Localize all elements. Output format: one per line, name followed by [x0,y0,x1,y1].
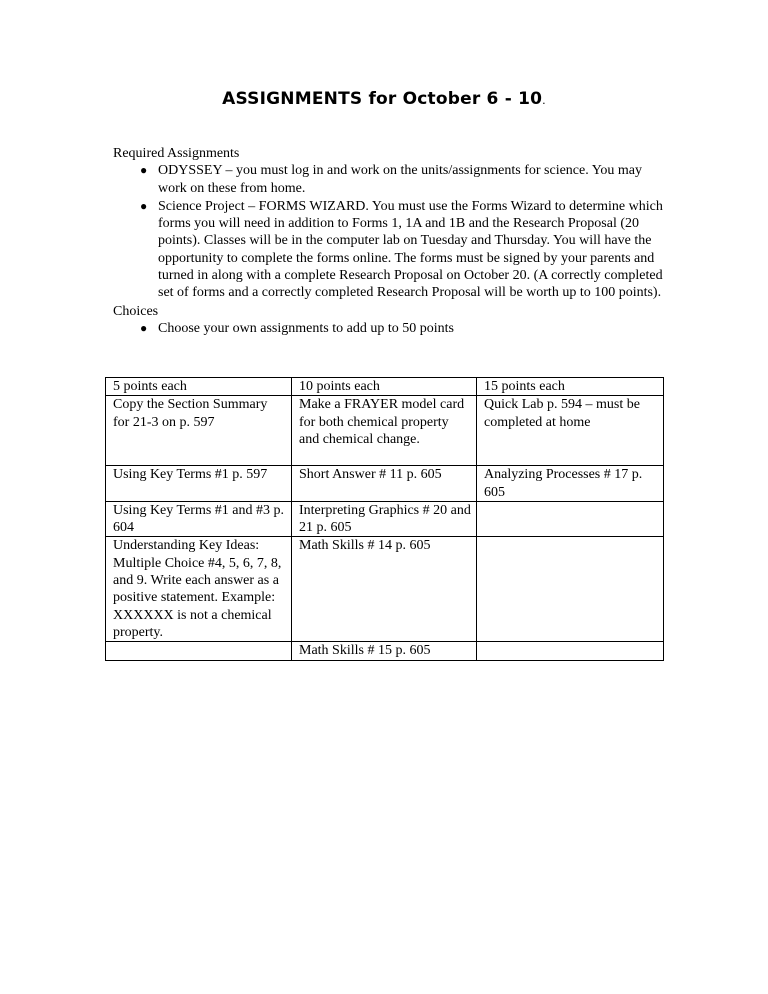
required-assignments-label: Required Assignments [113,146,240,161]
table-row [106,642,664,660]
bullet-icon: ● [140,320,148,335]
table-cell: Using Key Terms #1 and #3 p. 604 [106,501,292,537]
list-item [140,320,665,337]
table-cell [477,501,664,537]
list-item [140,162,665,197]
table-row [106,501,664,537]
choices-label: Choices [113,303,159,319]
title-trailing-dot: . [542,94,546,107]
table-cell: Quick Lab p. 594 – must be completed at home [477,396,664,466]
points-table [105,377,664,661]
table-header-row [106,378,664,396]
table-cell: Math Skills # 15 p. 605 [292,642,477,660]
table-cell: Copy the Section Summary for 21-3 on p. 597 [106,396,292,466]
table-cell: Make a FRAYER model card for both chemical property and chemical change. [292,396,477,466]
table-row [106,537,664,642]
choices-list [113,320,665,337]
table-cell: Understanding Key Ideas: Multiple Choice #4, 5, 6, 7, 8, and 9. Write each answer as a positive statement. Example: XXXXXX is not a chemical property. [106,537,292,642]
list-item-text: Choose your own assignments to add up to 50 points [158,320,454,336]
bullet-icon: ● [140,163,148,178]
table-cell: Analyzing Processes # 17 p. 605 [477,466,664,502]
table-cell: Math Skills # 14 p. 605 [292,537,477,642]
assignments-body [113,145,665,338]
table-row [106,396,664,466]
list-item-text: Science Project – FORMS WIZARD. You must use the Forms Wizard to determine which forms you will need in addition to Forms 1, 1A and 1B and the Research Proposal (20 points). Classes will be in the computer lab on Tuesday and Thursday. You will have the opportunity to complete the forms online. The forms must be signed by your parents and turned in along with a complete Research Proposal on October 20. (A correctly completed set of forms and a correctly completed Research Proposal will be worth up to 100 points). [158,198,663,301]
page-title [0,89,768,109]
required-assignments-list [113,162,665,301]
table-cell [106,642,292,660]
table-cell [477,642,664,660]
column-header-5-points: 5 points each [106,378,292,396]
table-cell [477,537,664,642]
table-cell: Using Key Terms #1 p. 597 [106,466,292,502]
title-text: ASSIGNMENTS for October 6 - 10 [222,89,543,109]
list-item [140,198,665,302]
bullet-icon: ● [140,198,148,213]
column-header-15-points: 15 points each [477,378,664,396]
table-row [106,466,664,502]
list-item-text: ODYSSEY – you must log in and work on the units/assignments for science. You may work on these from home. [158,163,643,196]
table-cell: Interpreting Graphics # 20 and 21 p. 605 [292,501,477,537]
column-header-10-points: 10 points each [292,378,477,396]
table-cell: Short Answer # 11 p. 605 [292,466,477,502]
